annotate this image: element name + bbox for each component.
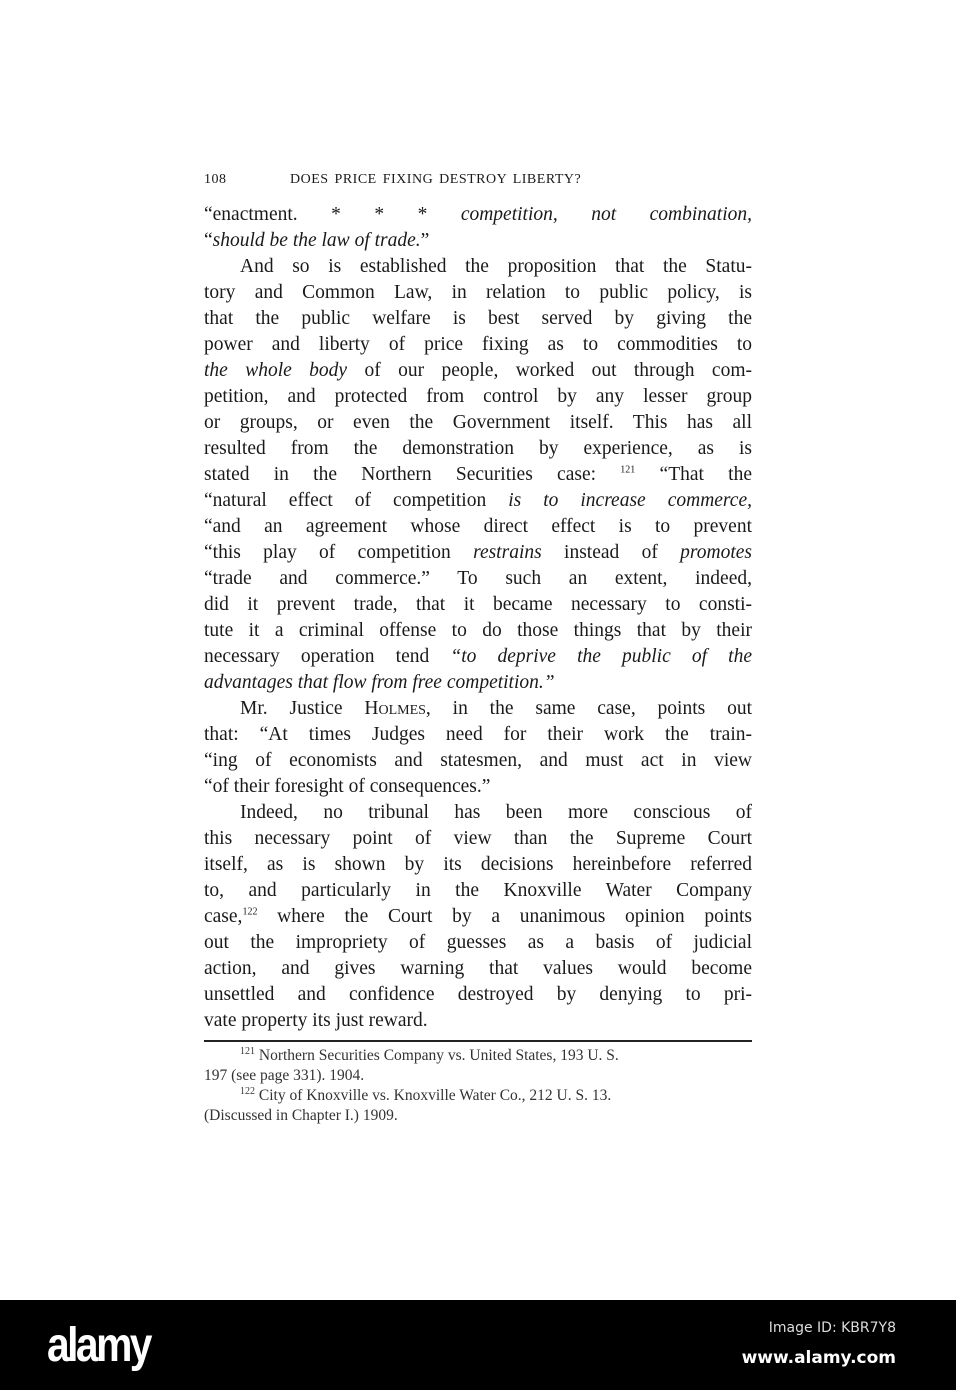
text-line — [204, 956, 752, 982]
alamy-logo: alamy — [47, 1319, 150, 1372]
text-line — [204, 228, 752, 254]
footnote-line — [204, 1086, 752, 1106]
footnote-text: 197 (see page 331). 1904. — [204, 1067, 365, 1084]
text-line — [204, 566, 752, 592]
text-segment: Holmes, — [364, 698, 431, 719]
text-line — [204, 774, 752, 800]
text-segment: unsettled and confidence destroyed by denying to pri- — [204, 984, 752, 1005]
text-line — [204, 826, 752, 852]
text-segment: stated in the Northern Securities case: — [204, 464, 621, 485]
text-line — [204, 696, 752, 722]
text-segment: vate property its just reward. — [204, 1010, 428, 1031]
footnote-line — [204, 1106, 752, 1126]
text-segment: Mr. Justice — [240, 698, 365, 719]
text-segment: competition, not combination, — [460, 204, 752, 225]
text-segment: “natural effect of competition — [204, 490, 509, 511]
text-segment: “to deprive the public of the — [450, 646, 752, 667]
text-line — [204, 1008, 752, 1034]
text-line — [204, 540, 752, 566]
text-segment: advantages that flow from free competition.” — [204, 672, 555, 693]
footnote-line — [204, 1066, 752, 1086]
text-line — [204, 488, 752, 514]
text-segment: of our people, worked out through com- — [347, 360, 752, 381]
text-segment: resulted from the demonstration by experience, as is — [204, 438, 752, 459]
text-segment: “enactment. * * * — [204, 204, 461, 225]
footnote-text: Northern Securities Company vs. United States, 193 U. S. — [255, 1047, 619, 1064]
text-segment: necessary operation tend — [204, 646, 451, 667]
text-line — [204, 254, 752, 280]
text-segment: “of their foresight of consequences.” — [204, 776, 491, 797]
text-segment: “ — [204, 230, 213, 251]
text-segment: to, and particularly in the Knoxville Water Company — [204, 880, 752, 901]
body-text — [204, 202, 752, 1034]
text-segment: promotes — [680, 542, 752, 563]
text-segment: instead of — [541, 542, 681, 563]
text-segment: that the public welfare is best served by giving the — [204, 308, 752, 329]
text-line — [204, 722, 752, 748]
text-segment: or groups, or even the Government itself. This has all — [204, 412, 752, 433]
text-segment: “this play of competition — [204, 542, 474, 563]
site-url: www.alamy.com — [741, 1348, 896, 1368]
text-segment: “ing of economists and statesmen, and must act in view — [204, 750, 752, 771]
text-segment: tory and Common Law, in relation to public policy, is — [204, 282, 752, 303]
footnote-ref: 122 — [242, 906, 258, 918]
text-line — [204, 514, 752, 540]
text-segment: “and an agreement whose direct effect is to prevent — [204, 516, 752, 537]
footnote-mark: 122 — [240, 1085, 255, 1097]
text-line — [204, 436, 752, 462]
footnote-text: City of Knoxville vs. Knoxville Water Co., 212 U. S. 13. — [255, 1087, 612, 1104]
text-segment: is to increase commerce, — [508, 490, 752, 511]
text-line — [204, 930, 752, 956]
text-line — [204, 280, 752, 306]
text-line — [204, 592, 752, 618]
text-line — [204, 800, 752, 826]
text-line — [204, 644, 752, 670]
footnote-ref: 121 — [620, 464, 636, 476]
text-line — [204, 358, 752, 384]
text-segment: itself, as is shown by its decisions hereinbefore referred — [204, 854, 752, 875]
text-segment: “trade and commerce.” To such an extent, indeed, — [204, 568, 752, 589]
text-line — [204, 904, 752, 930]
footnote-line — [204, 1046, 752, 1066]
text-segment: out the impropriety of guesses as a basis of judicial — [204, 932, 752, 953]
text-line — [204, 462, 752, 488]
text-line — [204, 410, 752, 436]
text-line — [204, 202, 752, 228]
image-id: Image ID: KBR7Y8 — [768, 1320, 896, 1336]
footnote-divider — [204, 1040, 752, 1042]
text-segment: And so is established the proposition that the Statu- — [240, 256, 752, 277]
text-segment: where the Court by a unanimous opinion points — [257, 906, 752, 927]
text-segment: action, and gives warning that values would become — [204, 958, 752, 979]
text-segment: the whole body — [204, 360, 348, 381]
text-line — [204, 332, 752, 358]
text-line — [204, 852, 752, 878]
running-title: DOES PRICE FIXING DESTROY LIBERTY? — [290, 172, 582, 187]
text-segment: power and liberty of price fixing as to commodities to — [204, 334, 752, 355]
footnote-text: (Discussed in Chapter I.) 1909. — [204, 1107, 398, 1124]
text-segment: “That the — [635, 464, 753, 485]
text-line — [204, 618, 752, 644]
text-line — [204, 670, 752, 696]
text-segment: that: “At times Judges need for their work the train- — [204, 724, 752, 745]
text-segment: did it prevent trade, that it became necessary to consti- — [204, 594, 752, 615]
footnotes — [204, 1046, 752, 1126]
page-number: 108 — [204, 172, 227, 187]
text-line — [204, 306, 752, 332]
text-segment: this necessary point of view than the Supreme Court — [204, 828, 752, 849]
text-segment: Indeed, no tribunal has been more conscious of — [240, 802, 752, 823]
text-line — [204, 982, 752, 1008]
text-segment: case, — [204, 906, 243, 927]
text-segment: in the same case, points out — [430, 698, 752, 719]
text-line — [204, 384, 752, 410]
text-segment: petition, and protected from control by any lesser group — [204, 386, 752, 407]
text-segment: ” — [420, 230, 430, 251]
text-segment: restrains — [473, 542, 542, 563]
text-line — [204, 878, 752, 904]
text-line — [204, 748, 752, 774]
watermark-banner — [0, 1300, 956, 1390]
text-segment: tute it a criminal offense to do those things that by their — [204, 620, 752, 641]
text-segment: should be the law of trade. — [212, 230, 421, 251]
footnote-mark: 121 — [240, 1045, 255, 1057]
